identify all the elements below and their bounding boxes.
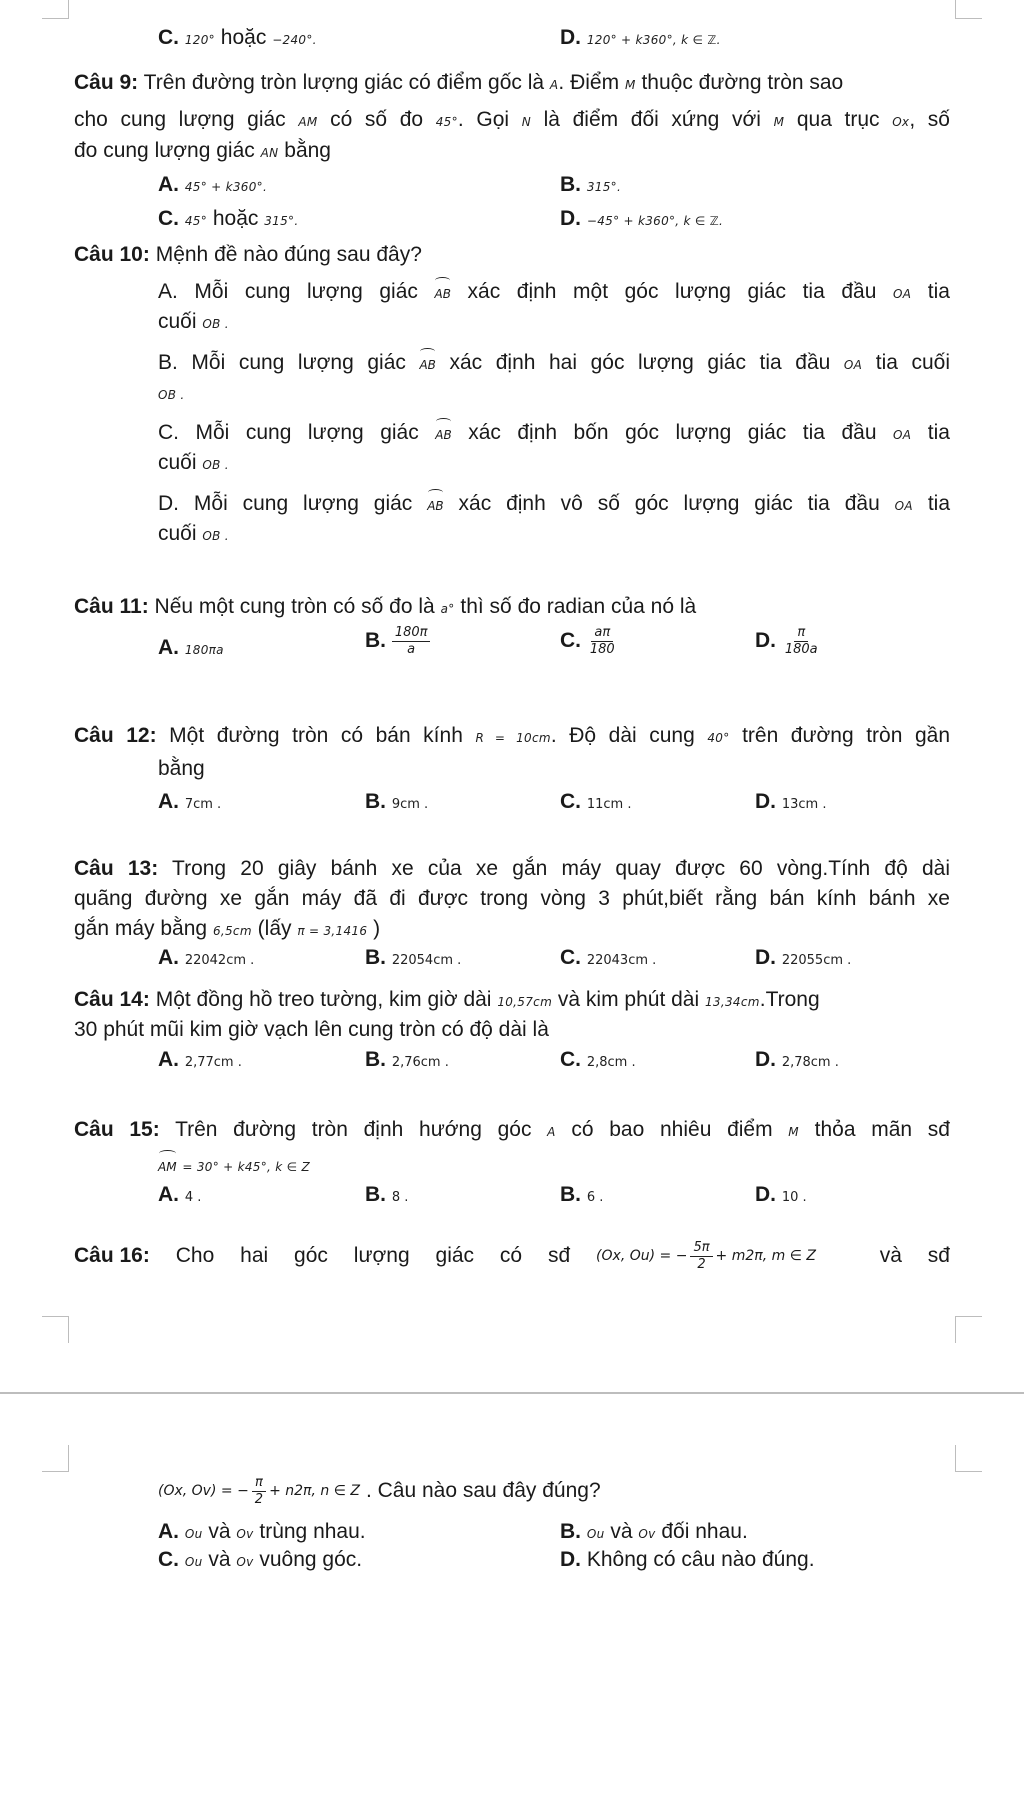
formula-ov: (Ox, Ov) = − $\frac{\pi}{2}$ + n2π, n ∈ Z <box>158 1474 360 1507</box>
option-a: A. Ou và Ov trùng nhau. <box>158 1520 366 1543</box>
question-9-line2: cho cung lượng giác AM có số đo 45°. Gọi N là điểm đối xứng với M qua trục Ox, số <box>74 108 950 131</box>
option-c: C. Mỗi cung lượng giác AB xác định bốn góc lượng giác tia đầu OA tia <box>158 418 950 448</box>
question-13: Câu 13: Trong 20 giây bánh xe của xe gắn máy quay được 60 vòng.Tính độ dài <box>74 857 950 880</box>
question-9-line3: đo cung lượng giác AN bằng <box>74 139 331 162</box>
option-b: B. 315°. <box>560 173 622 196</box>
option-b: B. Mỗi cung lượng giác AB xác định hai góc lượng giác tia đầu OA tia cuối <box>158 348 950 378</box>
option-c: C. Ou và Ov vuông góc. <box>158 1548 363 1571</box>
option-a: A. 7cm . <box>158 790 222 813</box>
question-12-line2: bằng <box>158 757 205 780</box>
option-b: B. 22054cm . <box>365 946 462 969</box>
option-d: D. 13cm . <box>755 790 827 813</box>
option-b: B. Ou và Ov đối nhau. <box>560 1520 748 1543</box>
corner-mark <box>42 1316 69 1343</box>
corner-mark <box>955 0 982 19</box>
option-c: C. 22043cm . <box>560 946 657 969</box>
option-d: D. 120° + k360°, k ∈ ℤ. <box>560 26 721 49</box>
option-d-line2: cuối OB . <box>158 522 229 545</box>
option-b: B. $\frac{180\pi}{a}$ <box>365 625 430 658</box>
option-a: A. 45° + k360°. <box>158 173 268 196</box>
corner-mark <box>955 1445 982 1472</box>
question-14: Câu 14: Một đồng hồ treo tường, kim giờ dài 10,57cm và kim phút dài 13,34cm.Trong <box>74 988 820 1011</box>
question-13-line3: gắn máy bằng 6,5cm (lấy π = 3,1416 ) <box>74 917 381 940</box>
question-15: Câu 15: Trên đường tròn định hướng góc A có bao nhiêu điểm M thỏa mãn sđ <box>74 1118 950 1141</box>
question-16: Câu 16: Cho hai góc lượng giác có sđ (Ox, Ou) = − $\frac{5\pi}{2}$ + m2π, m ∈ Z và sđ <box>74 1239 950 1272</box>
corner-mark <box>42 0 69 19</box>
question-9: Câu 9: Trên đường tròn lượng giác có điểm gốc là A. Điểm M thuộc đường tròn sao <box>74 71 844 94</box>
option-c: C. $\frac{a\pi}{180}$ <box>560 625 615 657</box>
option-d: D. $\frac{\pi}{180a}$ <box>755 625 818 657</box>
option-d: D. 2,78cm . <box>755 1048 839 1071</box>
option-a: A. 180πa <box>158 636 224 659</box>
option-c: C. 45° hoặc 315°. <box>158 207 299 230</box>
option-a: A. 4 . <box>158 1183 202 1206</box>
question-13-line2: quãng đường xe gắn máy đã đi được trong vòng 3 phút,biết rằng bán kính bánh xe <box>74 887 950 910</box>
question-15-formula: AM = 30° + k45°, k ∈ Z <box>158 1150 310 1180</box>
option-b: B. 2,76cm . <box>365 1048 449 1071</box>
option-a: A. Mỗi cung lượng giác AB xác định một góc lượng giác tia đầu OA tia <box>158 277 950 307</box>
option-c: C. 2,8cm . <box>560 1048 636 1071</box>
option-d: D. 22055cm . <box>755 946 852 969</box>
question-10: Câu 10: Mệnh đề nào đúng sau đây? <box>74 243 422 266</box>
option-a-line2: cuối OB . <box>158 310 229 333</box>
page-2 <box>0 1395 1024 1820</box>
corner-mark <box>955 1316 982 1343</box>
option-b: B. 8 . <box>365 1183 409 1206</box>
option-d: D. Mỗi cung lượng giác AB xác định vô số góc lượng giác tia đầu OA tia <box>158 489 950 519</box>
page-divider <box>0 1392 1024 1394</box>
option-c: C. 120° hoặc −240°. <box>158 26 317 49</box>
option-d: D. 10 . <box>755 1183 807 1206</box>
option-b: B. 9cm . <box>365 790 429 813</box>
question-11: Câu 11: Nếu một cung tròn có số đo là a° thì số đo radian của nó là <box>74 595 697 618</box>
corner-mark <box>42 1445 69 1472</box>
option-d: D. −45° + k360°, k ∈ ℤ. <box>560 207 724 230</box>
option-c-line2: cuối OB . <box>158 451 229 474</box>
option-b-second: B. 6 . <box>560 1183 604 1206</box>
formula-ou: (Ox, Ou) = − $\frac{5\pi}{2}$ + m2π, m ∈ Z <box>596 1239 816 1272</box>
question-14-line2: 30 phút mũi kim giờ vạch lên cung tròn có độ dài là <box>74 1018 549 1041</box>
question-16-continued: (Ox, Ov) = − $\frac{\pi}{2}$ + n2π, n ∈ Z . Câu nào sau đây đúng? <box>158 1474 601 1507</box>
option-c: C. 11cm . <box>560 790 632 813</box>
option-b-line2: OB . <box>158 388 185 402</box>
option-a: A. 2,77cm . <box>158 1048 242 1071</box>
option-d: D. Không có câu nào đúng. <box>560 1548 815 1571</box>
question-12: Câu 12: Một đường tròn có bán kính R = 10cm. Độ dài cung 40° trên đường tròn gần <box>74 724 950 747</box>
option-a: A. 22042cm . <box>158 946 255 969</box>
